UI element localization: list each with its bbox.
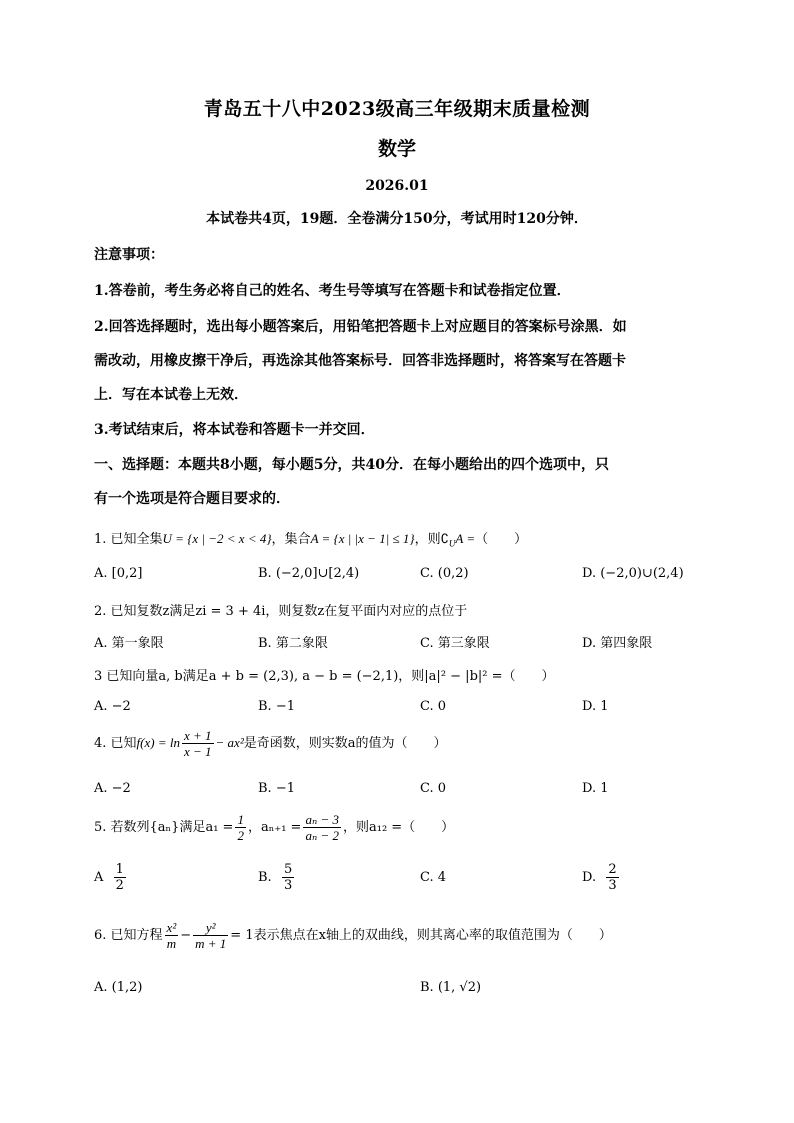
q5-option-b-num: 5 bbox=[283, 862, 293, 877]
question-5 bbox=[94, 812, 454, 843]
question-6-minus: − bbox=[180, 928, 192, 943]
q2-option-a: A. 第一象限 bbox=[94, 636, 164, 651]
q5-option-a-label: A bbox=[94, 870, 104, 885]
question-1-paren: （ ） bbox=[475, 532, 528, 547]
question-4-fraction bbox=[182, 728, 214, 759]
question-1-complement: ∁ bbox=[440, 532, 449, 547]
q5-option-a-den: 2 bbox=[115, 878, 124, 893]
question-1-set-a: A = {x | |x − 1| ≤ 1} bbox=[310, 531, 415, 546]
question-1-mid2: ，则 bbox=[414, 532, 441, 547]
q3-option-b: B. −1 bbox=[258, 699, 295, 714]
question-1 bbox=[94, 528, 527, 549]
note-2-line-2: 需改动，用橡皮擦干净后，再选涂其他答案标号．回答非选择题时，将答案写在答题卡 bbox=[94, 353, 626, 369]
question-6-end: = 1表示焦点在x轴上的双曲线，则其离心率的取值范围为（ ） bbox=[230, 928, 612, 943]
q1-option-d: D. (−2,0)∪(2,4) bbox=[582, 566, 684, 581]
question-1-mid: ，集合 bbox=[271, 532, 311, 547]
question-5-first-term-num: 1 bbox=[237, 812, 244, 827]
q3-option-c: C. 0 bbox=[420, 699, 447, 714]
note-2-line-1: 2.回答选择题时，选出每小题答案后，用铅笔把答题卡上对应题目的答案标号涂黑．如 bbox=[94, 319, 627, 335]
section-1-line-1: 一、选择题：本题共8小题，每小题5分，共40分．在每小题给出的四个选项中，只 bbox=[94, 457, 609, 473]
exam-intro: 本试卷共4页，19题．全卷满分150分，考试用时120分钟． bbox=[206, 211, 588, 227]
question-1-prefix: 1. 已知全集 bbox=[94, 532, 163, 547]
question-6 bbox=[94, 920, 612, 951]
q5-option-b-fraction bbox=[282, 862, 294, 893]
question-6-y-den: m + 1 bbox=[195, 936, 227, 951]
q5-option-b-label: B. bbox=[258, 870, 272, 885]
q4-option-b: B. −1 bbox=[258, 781, 295, 796]
question-4-end: 是奇函数，则实数a的值为（ ） bbox=[243, 736, 447, 751]
q5-option-a-fraction bbox=[114, 862, 126, 893]
question-2: 2. 已知复数z满足zi = 3 + 4i，则复数z在复平面内对应的点位于 bbox=[94, 604, 468, 619]
note-3: 3.考试结束后，将本试卷和答题卡一并交回． bbox=[94, 422, 375, 438]
note-2-line-3: 上．写在本试卷上无效． bbox=[94, 387, 248, 403]
question-5-end: ，则a₁₂ =（ ） bbox=[342, 820, 455, 835]
q2-option-b: B. 第二象限 bbox=[258, 636, 328, 651]
q6-option-b: B. (1, √2) bbox=[420, 980, 482, 995]
question-6-y-term bbox=[193, 920, 228, 951]
question-3: 3 已知向量a, b满足a + b = (2,3), a − b = (−2,1)，则|a|² − |b|² =（ ） bbox=[94, 669, 555, 684]
question-4-numerator: x + 1 bbox=[183, 728, 212, 743]
question-5-recurrence-num: aₙ − 3 bbox=[305, 812, 339, 827]
question-4-function: f(x) = ln bbox=[136, 735, 180, 750]
q2-option-c: C. 第三象限 bbox=[420, 636, 490, 651]
question-1-set-u: U = {x | −2 < x < 4} bbox=[162, 531, 272, 546]
question-6-y-num: y² bbox=[193, 920, 228, 936]
question-5-mid: ，aₙ₊₁ = bbox=[247, 820, 302, 835]
question-5-first-term-den: 2 bbox=[237, 828, 244, 843]
question-6-x-den: m bbox=[166, 936, 177, 951]
q5-option-b bbox=[258, 862, 296, 893]
q2-option-d: D. 第四象限 bbox=[582, 636, 653, 651]
question-5-prefix: 5. 若数列{aₙ}满足a₁ = bbox=[94, 820, 234, 835]
q5-option-d-fraction bbox=[606, 862, 618, 893]
question-6-prefix: 6. 已知方程 bbox=[94, 928, 163, 943]
question-4 bbox=[94, 728, 447, 759]
q1-option-b: B. (−2,0]∪[2,4) bbox=[258, 566, 360, 581]
question-4-denominator: x − 1 bbox=[183, 744, 212, 759]
q4-option-d: D. 1 bbox=[582, 781, 609, 796]
q5-option-d-den: 3 bbox=[608, 878, 617, 893]
notes-heading: 注意事项： bbox=[94, 247, 164, 263]
question-1-complement-sub: U bbox=[448, 538, 456, 549]
q5-option-a-num: 1 bbox=[115, 862, 124, 877]
q4-option-c: C. 0 bbox=[420, 781, 447, 796]
subject-title: 数学 bbox=[377, 138, 416, 160]
question-5-recurrence bbox=[303, 812, 341, 843]
note-1: 1.答卷前，考生务必将自己的姓名、考生号等填写在答题卡和试卷指定位置． bbox=[94, 283, 571, 299]
q5-option-b-den: 3 bbox=[283, 878, 293, 893]
q5-option-d bbox=[582, 862, 621, 893]
q5-option-d-label: D. bbox=[582, 870, 597, 885]
question-5-first-term bbox=[235, 812, 246, 843]
q5-option-d-num: 2 bbox=[608, 862, 617, 877]
exam-date: 2026.01 bbox=[365, 178, 429, 194]
q3-option-a: A. −2 bbox=[94, 699, 131, 714]
q4-option-a: A. −2 bbox=[94, 781, 131, 796]
q6-option-a: A. (1,2) bbox=[94, 980, 143, 995]
q5-option-c: C. 4 bbox=[420, 870, 447, 885]
q5-option-a bbox=[94, 862, 128, 893]
q3-option-d: D. 1 bbox=[582, 699, 609, 714]
q1-option-c: C. (0,2) bbox=[420, 566, 469, 581]
question-6-x-term bbox=[165, 920, 179, 951]
question-4-term: − ax² bbox=[215, 735, 244, 750]
exam-title: 青岛五十八中2023级高三年级期末质量检测 bbox=[203, 98, 591, 120]
q1-option-a: A. [0,2] bbox=[94, 566, 143, 581]
question-5-recurrence-den: aₙ − 2 bbox=[305, 828, 339, 843]
section-1-line-2: 有一个选项是符合题目要求的． bbox=[94, 491, 290, 507]
question-6-x-num: x² bbox=[166, 920, 177, 935]
question-4-prefix: 4. 已知 bbox=[94, 736, 137, 751]
question-1-complement-a: A = bbox=[455, 531, 476, 546]
